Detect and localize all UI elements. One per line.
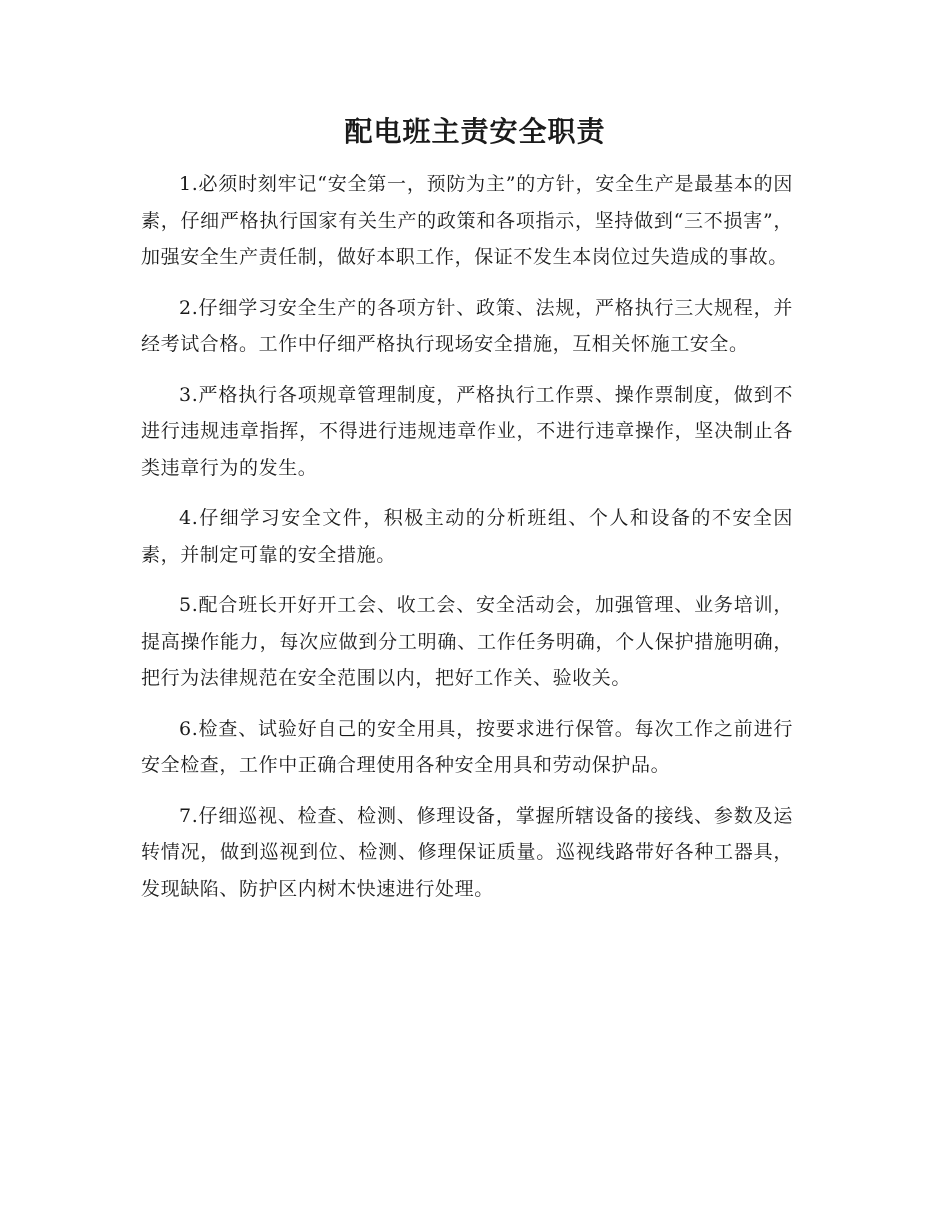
paragraph-5: 5.配合班长开好开工会、收工会、安全活动会，加强管理、业务培训，提高操作能力，每次应做到分工明确、工作任务明确，个人保护措施明确，把行为法律规范在安全范围以内，把好工作关、验收关。 [141,594,793,689]
document-title: 配电班主责安全职责 [344,115,606,148]
paragraph-3: 3.严格执行各项规章管理制度，严格执行工作票、操作票制度，做到不进行违规违章指挥，不得进行违规违章作业，不进行违章操作，坚决制止各类违章行为的发生。 [141,383,793,479]
paragraph-6: 6.检查、试验好自己的安全用具，按要求进行保管。每次工作之前进行安全检查，工作中正确合理使用各种安全用具和劳动保护品。 [141,717,793,776]
paragraph-1: 1.必须时刻牢记“安全第一，预防为主”的方针，安全生产是最基本的因素，仔细严格执行国家有关生产的政策和各项指示，坚持做到“三不损害”，加强安全生产责任制，做好本职工作，保证不发生本岗位过失造成的事故。 [141,173,793,268]
document-body [141,166,793,921]
paragraph-7: 7.仔细巡视、检查、检测、修理设备，掌握所辖设备的接线、参数及运转情况，做到巡视到位、检测、修理保证质量。巡视线路带好各种工器具，发现缺陷、防护区内树木快速进行处理。 [141,804,793,900]
paragraph-4: 4.仔细学习安全文件，积极主动的分析班组、个人和设备的不安全因素，并制定可靠的安全措施。 [141,507,793,566]
paragraph-2: 2.仔细学习安全生产的各项方针、政策、法规，严格执行三大规程，并经考试合格。工作中仔细严格执行现场安全措施，互相关怀施工安全。 [141,296,793,355]
